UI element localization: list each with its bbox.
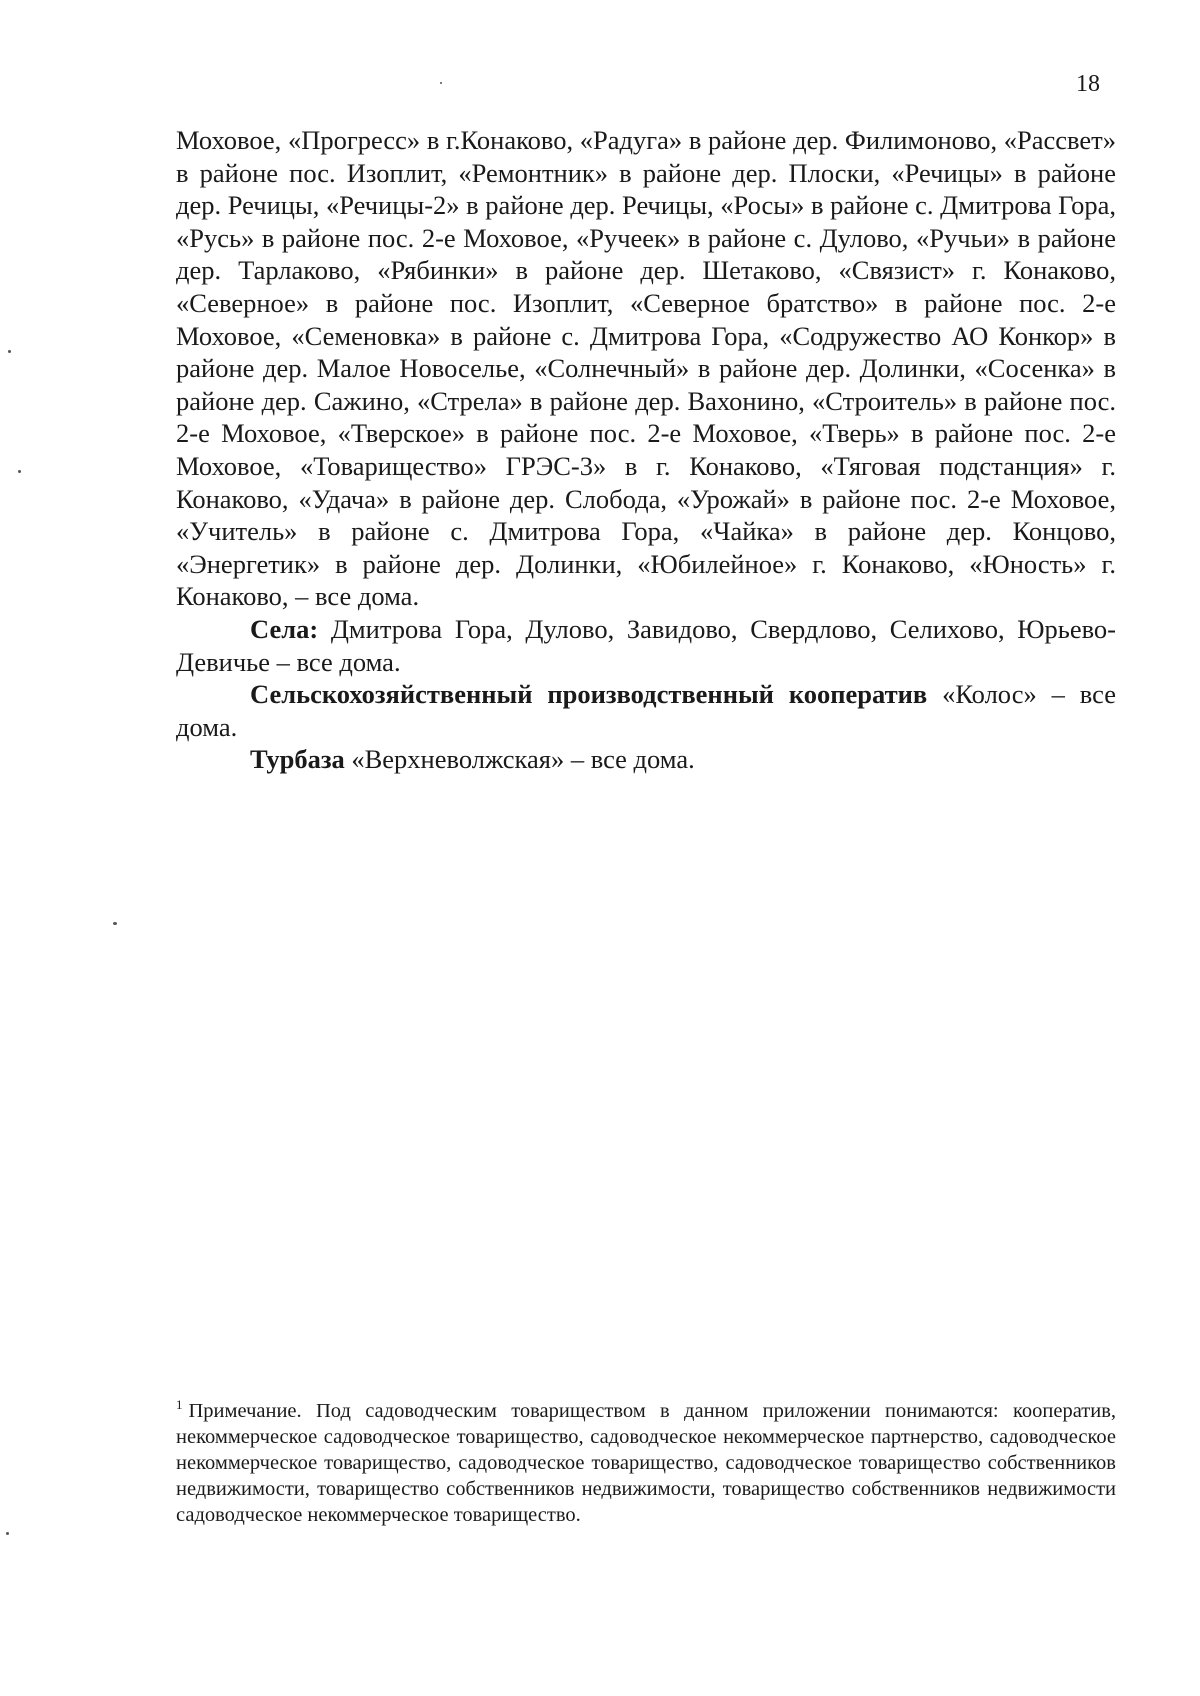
body-paragraph: Моховое, «Прогресс» в г.Конаково, «Радуга» в районе дер. Филимоново, «Рассвет» в районе пос. Изоплит, «Ремонтник» в районе дер. Плоски, «Речицы» в районе дер. Речицы, «Речицы-2» в районе дер. Речицы, «Росы» в районе с. Дмитрова Гора, «Русь» в районе пос. 2-е Моховое, «Ручеек» в районе с. Дулово, «Ручьи» в районе дер. Тарлаково, «Рябинки» в районе дер. Шетаково, «Связист» г. Конаково, «Северное» в районе пос. Изоплит, «Северное братство» в районе пос. 2-е Моховое, «Семеновка» в районе с. Дмитрова Гора, «Содружество АО Конкор» в районе дер. Малое Новоселье, «Солнечный» в районе дер. Долинки, «Сосенка» в районе дер. Сажино, «Стрела» в районе дер. Вахонино, «Строитель» в районе пос. 2-е Моховое, «Тверское» в районе пос. 2-е Моховое, «Тверь» в районе пос. 2-е Моховое, «Товарищество» ГРЭС-3» в г. Конаково, «Тяговая подстанция» г. Конаково, «Удача» в районе дер. Слобода, «Урожай» в районе пос. 2-е Моховое, «Учитель» в районе с. Дмитрова Гора, «Чайка» в районе дер. Концово, «Энергетик» в районе дер. Долинки, «Юбилейное» г. Конаково, «Юность» г. Конаково, – все дома. xyxy=(176,125,1116,612)
page-number: 18 xyxy=(1076,71,1100,97)
sela-label: Села: xyxy=(250,613,319,644)
turbaza-label: Турбаза xyxy=(250,744,345,775)
sela-text: Дмитрова Гора, Дулово, Завидово, Свердлово, Селихово, Юрьево-Девичье – все дома. xyxy=(176,613,1116,677)
scan-speck xyxy=(18,470,21,473)
footnote xyxy=(176,1398,1116,1528)
cooperative-label: Сельскохозяйственный производственный кооператив xyxy=(250,679,928,710)
turbaza-paragraph xyxy=(176,743,1116,776)
main-text xyxy=(176,124,1116,776)
sela-paragraph xyxy=(176,613,1116,678)
cooperative-paragraph xyxy=(176,678,1116,743)
footnote-text: Примечание. Под садоводческим товариществом в данном приложении понимаются: кооператив, некоммерческое садоводческое товарищество, садоводческое некоммерческое партнерство, садоводческое некоммерческое товарищество, садоводческое товарищество, садоводческое товарищество собственников недвижимости, товарищество собственников недвижимости, товарищество собственников недвижимости садоводческое некоммерческое товарищество. xyxy=(176,1400,1116,1526)
scan-speck xyxy=(113,922,117,925)
turbaza-text: «Верхневолжская» – все дома. xyxy=(344,744,695,775)
cooperative-text: «Колос» – все дома. xyxy=(176,679,1116,742)
scan-speck xyxy=(440,82,442,84)
scan-speck xyxy=(6,1532,9,1535)
footnote-marker: 1 xyxy=(176,1397,183,1413)
scan-speck xyxy=(8,350,11,353)
